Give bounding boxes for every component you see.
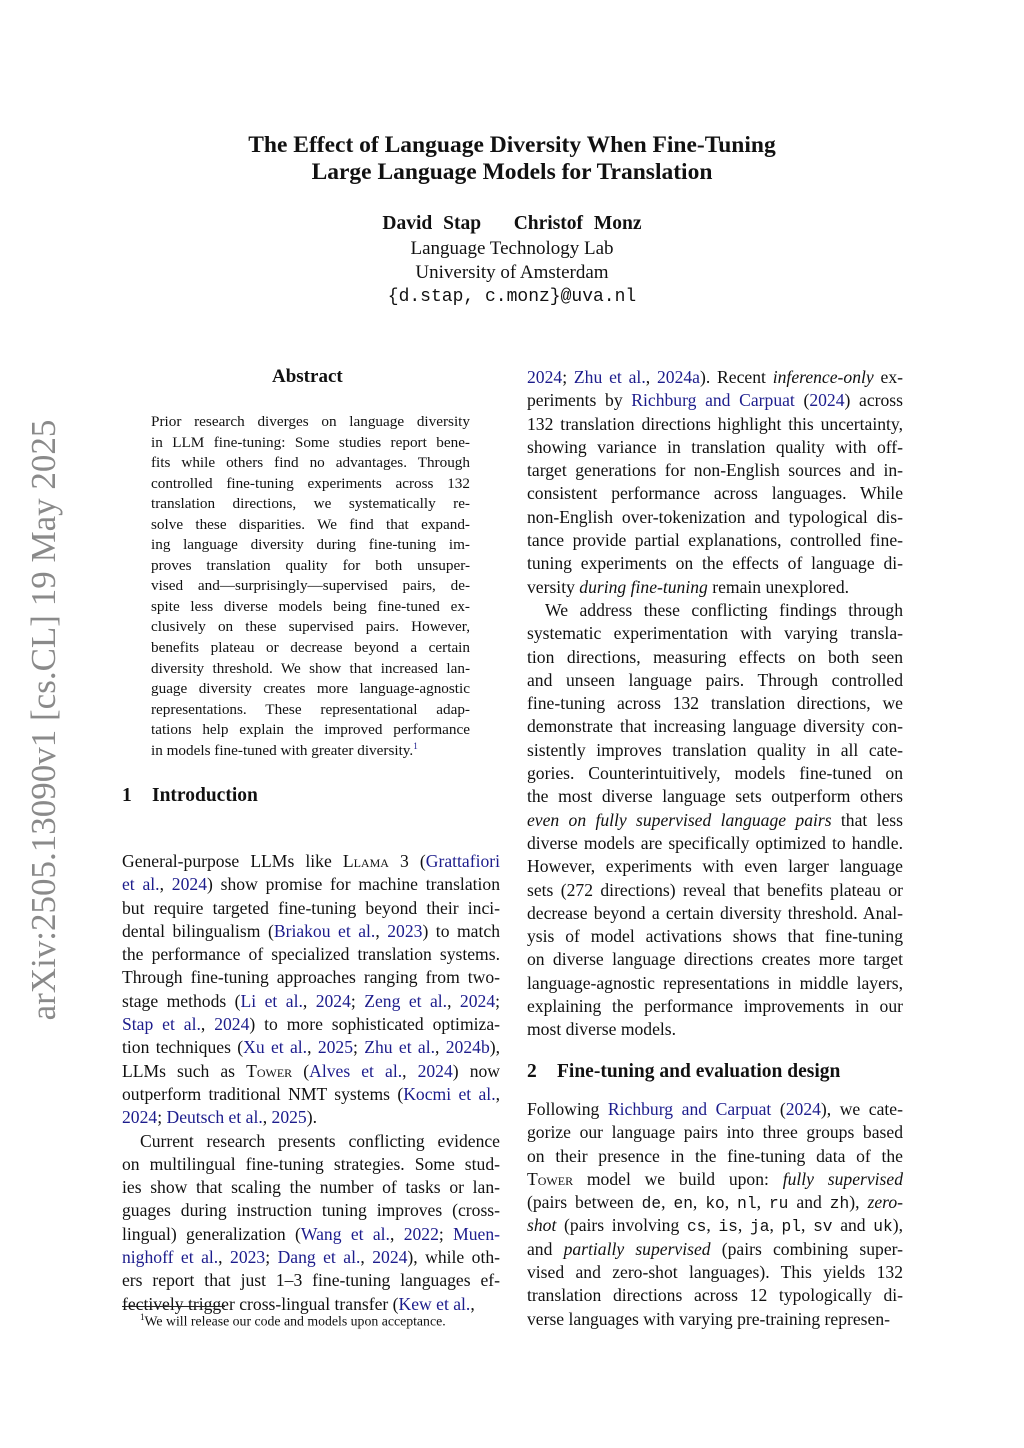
section-2-heading bbox=[527, 1061, 840, 1083]
text-segment: Prior research diverges on language diversity bbox=[151, 413, 470, 430]
text-segment: ) now bbox=[452, 1060, 500, 1081]
text-segment: tations help explain the improved performance bbox=[151, 721, 470, 739]
text-segment: , bbox=[470, 1293, 475, 1314]
text-line bbox=[527, 389, 903, 412]
text-segment: tion techniques ( bbox=[122, 1037, 244, 1058]
citation-link[interactable]: Stap et al. bbox=[122, 1014, 201, 1035]
text-line bbox=[151, 556, 470, 577]
citation-link[interactable]: 2024 bbox=[372, 1247, 408, 1268]
model-name: Tower bbox=[246, 1060, 293, 1081]
introduction-left-column bbox=[122, 850, 500, 1316]
citation-link[interactable]: Deutsch et al. bbox=[166, 1107, 263, 1128]
text-line bbox=[527, 552, 903, 575]
text-segment: gories. Counterintuitively, models fine-tuned on bbox=[527, 763, 903, 784]
text-segment: ; bbox=[265, 1247, 278, 1268]
section-title: Introduction bbox=[152, 785, 258, 806]
text-segment: diversity threshold. We show that increased lan- bbox=[151, 659, 470, 677]
text-line bbox=[151, 638, 470, 659]
text-line bbox=[151, 494, 470, 515]
text-line bbox=[527, 599, 903, 622]
text-segment: in models fine-tuned with greater diversity. bbox=[151, 741, 414, 759]
text-line bbox=[122, 1013, 500, 1036]
text-segment: ( bbox=[794, 390, 810, 411]
text-segment: ; bbox=[438, 1223, 454, 1244]
text-line bbox=[527, 622, 903, 645]
text-line bbox=[151, 679, 470, 700]
text-line bbox=[527, 1308, 903, 1331]
text-segment: sets (272 directions) reveal that benefits plateau or bbox=[527, 879, 903, 900]
text-segment: lingual) generalization ( bbox=[122, 1223, 301, 1244]
text-segment: sistently improves translation quality in all cate- bbox=[527, 739, 903, 760]
text-segment: ( bbox=[292, 1060, 310, 1081]
text-segment: Current research presents conflicting evidence bbox=[140, 1130, 500, 1151]
citation-link[interactable]: Li et al. bbox=[240, 990, 303, 1011]
text-line bbox=[151, 535, 470, 556]
text-segment: , bbox=[375, 920, 388, 941]
citation-link[interactable]: 2024a bbox=[656, 367, 700, 387]
text-line bbox=[151, 700, 470, 721]
text-segment: fine-tuning across 132 translation directions, we bbox=[527, 693, 903, 714]
emphasis: fully supervised bbox=[782, 1168, 903, 1189]
language-code: uk bbox=[873, 1218, 893, 1237]
text-segment: ing language diversity during fine-tuning im- bbox=[151, 536, 470, 554]
text-line bbox=[122, 943, 500, 966]
language-code: nl bbox=[737, 1195, 757, 1214]
text-segment: ) across bbox=[844, 390, 903, 411]
section-2-body bbox=[527, 1098, 903, 1331]
text-segment: and bbox=[788, 1192, 830, 1213]
authors: David Stap Christof Monz bbox=[382, 213, 642, 234]
paper-title-line-1: The Effect of Language Diversity When Fine-Tuning bbox=[248, 132, 776, 158]
text-line bbox=[122, 920, 500, 943]
citation-link[interactable]: Zeng et al. bbox=[364, 990, 448, 1011]
text-segment: representations. These representational adap- bbox=[151, 700, 470, 718]
text-segment: ysis of model activations shows that fine-tuning bbox=[527, 926, 903, 947]
text-line bbox=[527, 482, 903, 505]
text-segment: , bbox=[218, 1247, 231, 1268]
text-segment: decrease beyond a certain diversity threshold. Anal- bbox=[527, 902, 903, 923]
language-code: de bbox=[641, 1195, 662, 1214]
text-line bbox=[527, 436, 903, 459]
text-line bbox=[527, 413, 903, 436]
citation-link[interactable]: 2025 bbox=[317, 1037, 353, 1058]
text-segment: periments by bbox=[527, 390, 632, 411]
text-segment: outperform traditional NMT systems ( bbox=[122, 1083, 404, 1104]
text-segment: and bbox=[832, 1215, 874, 1236]
section-number: 2 bbox=[527, 1061, 537, 1082]
text-segment: (pairs involving bbox=[556, 1215, 687, 1236]
text-segment: showing variance in translation quality with off- bbox=[527, 436, 903, 457]
text-segment: ; bbox=[353, 1037, 365, 1058]
text-line bbox=[527, 1191, 903, 1214]
text-segment: ; bbox=[350, 990, 365, 1011]
citation-link[interactable]: 2024b bbox=[445, 1037, 490, 1058]
citation-link[interactable]: 2024 bbox=[809, 390, 845, 411]
text-segment: demonstrate that increasing language diversity con- bbox=[527, 716, 903, 737]
text-line bbox=[527, 669, 903, 692]
text-segment: Through fine-tuning approaches ranging from two- bbox=[122, 967, 500, 988]
text-segment: , bbox=[159, 874, 172, 895]
text-line bbox=[527, 1214, 903, 1237]
text-segment: remain unexplored. bbox=[707, 576, 850, 597]
text-segment: the most diverse language sets outperform others bbox=[527, 786, 903, 807]
text-segment: ), bbox=[892, 1215, 903, 1236]
model-name: Tower bbox=[527, 1168, 574, 1189]
text-line bbox=[122, 850, 500, 873]
text-line bbox=[122, 1060, 500, 1083]
text-segment: ), we cate- bbox=[820, 1099, 903, 1119]
text-segment: fectively trigger cross-lingual transfer ( bbox=[122, 1293, 399, 1314]
text-line bbox=[527, 762, 903, 785]
citation-link[interactable]: 2024 bbox=[417, 1060, 453, 1081]
text-segment: , bbox=[307, 1037, 318, 1058]
text-segment: ( bbox=[771, 1099, 786, 1119]
abstract-heading: Abstract bbox=[272, 366, 343, 387]
text-line bbox=[122, 990, 500, 1013]
text-line bbox=[527, 1018, 903, 1041]
text-segment: (pairs between bbox=[527, 1192, 642, 1213]
text-segment: systematic experimentation with varying transla- bbox=[527, 623, 903, 644]
text-segment: ) to match bbox=[422, 920, 500, 941]
text-segment: in LLM fine-tuning: Some studies report bene- bbox=[151, 433, 470, 451]
text-line bbox=[527, 646, 903, 669]
text-line bbox=[122, 897, 500, 920]
text-segment: on their presence in the fine-tuning data of the bbox=[527, 1145, 903, 1166]
text-segment: General-purpose LLMs like bbox=[122, 851, 343, 871]
language-code: en bbox=[673, 1195, 693, 1214]
text-segment: , bbox=[737, 1215, 750, 1236]
citation-link[interactable]: 2022 bbox=[403, 1223, 439, 1244]
text-line bbox=[122, 1153, 500, 1176]
text-segment: ) to more sophisticated optimiza- bbox=[249, 1014, 500, 1035]
text-segment: , bbox=[435, 1037, 446, 1058]
footnote bbox=[140, 1312, 446, 1330]
text-segment: We address these conflicting findings through bbox=[545, 599, 903, 620]
text-segment: on diverse language directions creates more target bbox=[527, 949, 903, 970]
text-line bbox=[527, 692, 903, 715]
text-line bbox=[151, 741, 470, 762]
citation-link[interactable]: Muen- bbox=[453, 1223, 500, 1244]
text-segment: , bbox=[495, 1083, 501, 1104]
citation-link[interactable]: Zhu et al. bbox=[364, 1037, 436, 1058]
text-line bbox=[122, 1036, 500, 1059]
text-segment: the performance of specialized translation systems. bbox=[122, 944, 500, 965]
text-segment: ) show promise for machine translation bbox=[206, 874, 501, 895]
citation-link[interactable]: Kew et al. bbox=[398, 1293, 471, 1314]
text-segment: Following bbox=[527, 1099, 608, 1119]
language-code: ko bbox=[705, 1195, 725, 1214]
text-line bbox=[122, 1106, 500, 1129]
footnote-text: We will release our code and models upon acceptance. bbox=[144, 1313, 446, 1329]
text-line bbox=[122, 966, 500, 989]
text-line bbox=[122, 1199, 500, 1222]
text-segment: , bbox=[661, 1192, 674, 1213]
text-segment: versity bbox=[527, 576, 580, 597]
text-segment: translation directions, we systematically re- bbox=[151, 495, 470, 513]
citation-link[interactable]: nighoff et al. bbox=[122, 1247, 219, 1268]
text-line bbox=[527, 902, 903, 925]
emphasis: shot bbox=[527, 1215, 557, 1236]
text-line bbox=[527, 948, 903, 971]
emphasis: during fine-tuning bbox=[579, 576, 708, 597]
citation-link[interactable]: Grattafiori bbox=[425, 851, 500, 871]
text-segment: spite less diverse models being fine-tuned ex- bbox=[151, 597, 470, 615]
affiliation-lab: Language Technology Lab bbox=[410, 238, 614, 259]
citation-link[interactable]: Wang et al. bbox=[300, 1223, 390, 1244]
text-segment: verse languages with varying pre-training represen- bbox=[527, 1308, 890, 1329]
citation-link[interactable]: 2023 bbox=[387, 920, 423, 941]
text-segment: ), bbox=[489, 1037, 500, 1058]
text-line bbox=[122, 1269, 500, 1292]
text-segment: However, experiments with even larger language bbox=[527, 856, 903, 877]
language-code: is bbox=[718, 1218, 738, 1237]
language-code: pl bbox=[781, 1218, 801, 1237]
text-segment: most diverse models. bbox=[527, 1019, 677, 1040]
emphasis: even on fully supervised language pairs bbox=[527, 809, 832, 830]
text-line bbox=[527, 785, 903, 808]
text-segment: diverse models are specifically optimized to handle. bbox=[527, 832, 903, 853]
text-segment: ers report that just 1–3 fine-tuning languages ef- bbox=[122, 1270, 500, 1291]
language-code: ru bbox=[768, 1195, 789, 1214]
text-segment: , bbox=[800, 1215, 814, 1236]
text-line bbox=[527, 1261, 903, 1284]
text-segment: on multilingual fine-tuning strategies. Some stud- bbox=[122, 1153, 500, 1174]
text-segment: , bbox=[402, 1060, 418, 1081]
citation-link[interactable]: 2023 bbox=[230, 1247, 266, 1268]
citation-link[interactable]: 2024 bbox=[459, 990, 496, 1011]
citation-link[interactable]: 2024 bbox=[527, 367, 563, 387]
text-segment: vised and—surprisingly—supervised pairs, de- bbox=[151, 577, 470, 595]
text-line bbox=[151, 515, 470, 536]
text-line bbox=[527, 1284, 903, 1307]
text-line bbox=[151, 659, 470, 680]
text-line bbox=[151, 453, 470, 474]
text-segment: ; bbox=[562, 367, 574, 387]
text-segment: and bbox=[527, 1238, 564, 1259]
text-line bbox=[527, 715, 903, 738]
text-segment: clusively on these supervised pairs. However, bbox=[151, 618, 470, 636]
text-segment: , bbox=[447, 990, 460, 1011]
text-line bbox=[527, 529, 903, 552]
text-segment: dental bilingualism ( bbox=[122, 920, 274, 941]
citation-link[interactable]: 2024 bbox=[171, 874, 207, 895]
text-line bbox=[527, 1121, 903, 1144]
text-segment: , bbox=[706, 1215, 719, 1236]
text-segment: ), while oth- bbox=[407, 1247, 501, 1268]
text-segment: non-English over-tokenization and typological dis- bbox=[527, 506, 903, 527]
text-segment: model we build upon: bbox=[573, 1168, 783, 1189]
text-line bbox=[122, 1223, 500, 1246]
citation-link[interactable]: Dang et al. bbox=[277, 1247, 361, 1268]
emphasis: zero- bbox=[867, 1192, 903, 1213]
text-line bbox=[527, 576, 903, 599]
text-segment: gorize our language pairs into three groups based bbox=[527, 1122, 903, 1143]
text-segment: stage methods ( bbox=[122, 990, 241, 1011]
text-line bbox=[122, 1130, 500, 1153]
citation-link[interactable]: Xu et al. bbox=[243, 1037, 308, 1058]
section-title: Fine-tuning and evaluation design bbox=[557, 1061, 841, 1082]
text-line bbox=[122, 1083, 500, 1106]
text-line bbox=[122, 873, 500, 896]
text-segment: , bbox=[692, 1192, 706, 1213]
text-line bbox=[151, 412, 470, 433]
text-line bbox=[527, 1098, 903, 1121]
text-line bbox=[122, 1176, 500, 1199]
text-line bbox=[151, 576, 470, 597]
text-segment: controlled fine-tuning experiments across 132 bbox=[151, 474, 470, 492]
text-line bbox=[527, 809, 903, 832]
footnote-ref[interactable]: 1 bbox=[413, 740, 418, 751]
text-line bbox=[527, 879, 903, 902]
text-segment: target generations for non-English sources and in- bbox=[527, 460, 903, 481]
citation-link[interactable]: Richburg and Carpuat bbox=[607, 1099, 772, 1119]
text-line bbox=[527, 972, 903, 995]
text-segment: , bbox=[262, 1107, 272, 1128]
text-segment: 3 ( bbox=[388, 851, 426, 871]
text-segment: tuning experiments on the effects of language di- bbox=[527, 553, 903, 574]
language-code: ja bbox=[750, 1218, 770, 1237]
text-segment: ; bbox=[495, 990, 500, 1011]
section-number: 1 bbox=[122, 785, 132, 806]
footnote-mark: 1 bbox=[140, 1312, 145, 1322]
text-segment: tance provide partial explanations, controlled fine- bbox=[527, 530, 903, 551]
text-segment: 132 translation directions highlight this uncertainty, bbox=[527, 413, 903, 434]
text-segment: ; bbox=[157, 1107, 167, 1128]
text-segment: ex- bbox=[873, 367, 904, 387]
text-segment: , bbox=[360, 1247, 373, 1268]
text-line bbox=[151, 597, 470, 618]
section-1-heading bbox=[122, 785, 258, 807]
text-line bbox=[527, 1145, 903, 1168]
citation-link[interactable]: Zhu et al. bbox=[573, 367, 646, 387]
text-segment: vised and zero-shot languages). This yields 132 bbox=[527, 1262, 903, 1283]
text-line bbox=[151, 617, 470, 638]
text-segment: , bbox=[389, 1223, 404, 1244]
text-segment: ies show that scaling the number of tasks or lan- bbox=[122, 1177, 500, 1198]
citation-link[interactable]: et al. bbox=[122, 874, 160, 895]
language-code: zh bbox=[829, 1195, 850, 1214]
text-line bbox=[151, 720, 470, 741]
language-code: cs bbox=[686, 1218, 707, 1237]
text-line bbox=[527, 1238, 903, 1261]
paper-title-line-2: Large Language Models for Translation bbox=[311, 159, 713, 185]
text-line bbox=[527, 832, 903, 855]
text-line bbox=[527, 366, 903, 389]
text-segment: consistent performance across languages. While bbox=[527, 483, 903, 504]
text-segment: , bbox=[724, 1192, 738, 1213]
text-segment: , bbox=[200, 1014, 215, 1035]
text-line bbox=[527, 855, 903, 878]
text-segment: LLMs such as bbox=[122, 1060, 247, 1081]
text-segment: , bbox=[645, 367, 657, 387]
model-name: Llama bbox=[342, 851, 389, 871]
text-line bbox=[122, 1246, 500, 1269]
affiliation-university: University of Amsterdam bbox=[415, 262, 609, 283]
text-line bbox=[527, 925, 903, 948]
footnote-divider bbox=[122, 1306, 225, 1307]
text-segment: tion directions, measuring effects on both seen bbox=[527, 646, 903, 667]
text-segment: proves translation quality for both unsuper- bbox=[151, 556, 470, 574]
citation-link[interactable]: 2024 bbox=[122, 1107, 158, 1128]
text-segment: but require targeted fine-tuning beyond their inci- bbox=[122, 897, 500, 918]
text-segment: explaining the performance improvements in our bbox=[527, 996, 903, 1017]
text-segment: benefits plateau or decrease beyond a certain bbox=[151, 639, 470, 657]
text-line bbox=[527, 739, 903, 762]
citation-link[interactable]: 2024 bbox=[315, 990, 351, 1011]
citation-link[interactable]: Richburg and Carpuat bbox=[631, 390, 795, 411]
text-segment: and unseen language pairs. Through controlled bbox=[527, 669, 903, 690]
text-segment: , bbox=[756, 1192, 769, 1213]
text-segment: translation directions across 12 typologically di- bbox=[527, 1285, 903, 1306]
text-segment: that less bbox=[831, 809, 903, 830]
emphasis: inference-only bbox=[772, 367, 874, 387]
text-segment: , bbox=[302, 990, 316, 1011]
text-line bbox=[151, 433, 470, 454]
text-segment: (pairs combining super- bbox=[710, 1238, 904, 1259]
text-segment: fits while others find no advantages. Through bbox=[151, 454, 470, 472]
text-segment: guage diversity creates more language-agnostic bbox=[151, 680, 470, 698]
abstract-body bbox=[151, 412, 470, 761]
language-code: sv bbox=[813, 1218, 833, 1237]
text-line bbox=[527, 459, 903, 482]
text-segment: ). Recent bbox=[699, 367, 773, 387]
text-line bbox=[527, 1168, 903, 1191]
text-line bbox=[527, 506, 903, 529]
citation-link[interactable]: Briakou et al. bbox=[273, 920, 376, 941]
introduction-right-column bbox=[527, 366, 903, 1042]
citation-link[interactable]: 2024 bbox=[785, 1099, 821, 1119]
text-line bbox=[527, 995, 903, 1018]
citation-link[interactable]: 2024 bbox=[214, 1014, 250, 1035]
emphasis: partially supervised bbox=[563, 1238, 711, 1259]
text-segment: ), bbox=[849, 1192, 868, 1213]
text-line bbox=[151, 474, 470, 495]
text-segment: , bbox=[769, 1215, 782, 1236]
author-email: {d.stap, c.monz}@uva.nl bbox=[387, 287, 637, 307]
citation-link[interactable]: Kocmi et al. bbox=[403, 1083, 496, 1104]
citation-link[interactable]: Alves et al. bbox=[309, 1060, 403, 1081]
citation-link[interactable]: 2025 bbox=[271, 1107, 307, 1128]
arxiv-stamp: arXiv:2505.13090v1 [cs.CL] 19 May 2025 bbox=[24, 419, 63, 1021]
text-segment: language-agnostic representations in middle layers, bbox=[527, 972, 903, 993]
text-segment: ). bbox=[306, 1107, 317, 1128]
text-segment: guages during instruction tuning improves (cross- bbox=[122, 1200, 500, 1221]
text-segment: solve these disparities. We find that expand- bbox=[151, 515, 470, 533]
